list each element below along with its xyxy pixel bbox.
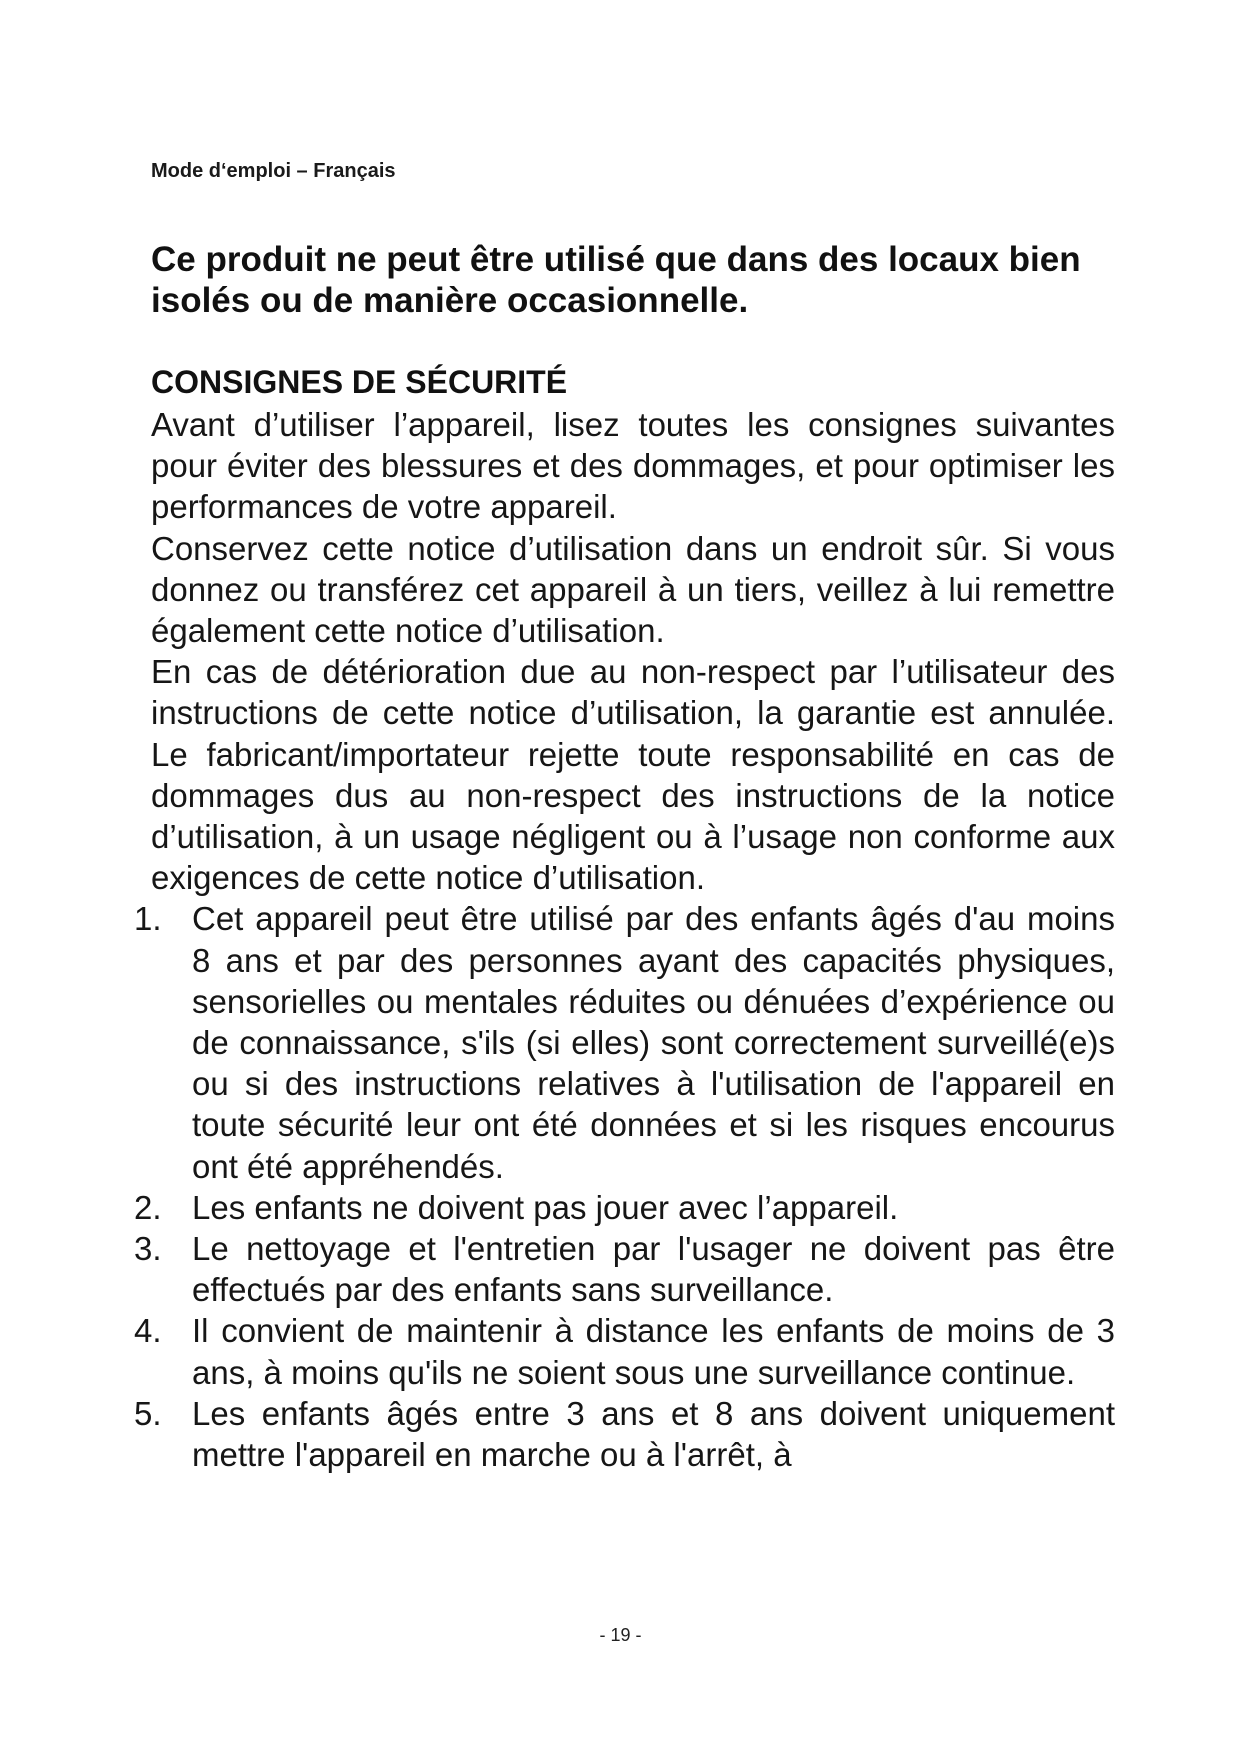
list-item-text: Les enfants âgés entre 3 ans et 8 ans doivent uniquement mettre l'appareil en marche ou à l'arrêt, à: [192, 1394, 1115, 1474]
list-item-number: 3.: [134, 1230, 162, 1268]
list-item-text: Cet appareil peut être utilisé par des enfants âgés d'au moins 8 ans et par des personnes ayant des capacités physiques, sensorielles ou mentales réduites ou dénuées d’expérience ou de connaissance, s'ils (si elles) sont correctement surveillé(e)s ou si des instructions relatives à l'utilisation de l'appareil en toute sécurité leur ont été données et si les risques encourus ont été appréhendés.: [192, 900, 1115, 1185]
list-item: [134, 898, 1115, 1186]
intro-paragraph: Avant d’utiliser l’appareil, lisez toutes les consignes suivantes pour éviter des blessures et des dommages, et pour optimiser les performances de votre appareil.: [151, 406, 1115, 526]
usage-warning: Ce produit ne peut être utilisé que dans des locaux bien isolés ou de manière occasionnelle.: [151, 240, 1081, 320]
list-item-number: 5.: [134, 1394, 162, 1432]
list-item: [134, 1187, 1115, 1228]
page-number: - 19 -: [599, 1625, 642, 1645]
list-item: [134, 1393, 1115, 1475]
section-body: [134, 404, 1115, 1475]
list-item-text: Les enfants ne doivent pas jouer avec l’appareil.: [192, 1188, 899, 1226]
list-item-number: 2.: [134, 1188, 162, 1226]
running-header: Mode d‘emploi – Français: [151, 160, 396, 182]
safety-list: [134, 898, 1115, 1475]
section-title: CONSIGNES DE SÉCURITÉ: [151, 364, 568, 400]
intro-paragraph: En cas de détérioration due au non-respect par l’utilisateur des instructions de cette notice d’utilisation, la garantie est annulée. Le fabricant/importateur rejette toute responsabilité en cas de dommages dus au non-respect des instructions de la notice d’utilisation, à un usage négligent ou à l’usage non conforme aux exigences de cette notice d’utilisation.: [151, 653, 1115, 897]
intro-paragraph: Conservez cette notice d’utilisation dans un endroit sûr. Si vous donnez ou transférez cet appareil à un tiers, veillez à lui remettre également cette notice d’utilisation.: [151, 529, 1115, 650]
list-item-number: 1.: [134, 900, 162, 938]
list-item-number: 4.: [134, 1312, 162, 1350]
list-item-text: Il convient de maintenir à distance les enfants de moins de 3 ans, à moins qu'ils ne soient sous une surveillance continue.: [192, 1312, 1115, 1391]
list-item: [134, 1228, 1115, 1310]
list-item: [134, 1310, 1115, 1392]
list-item-text: Le nettoyage et l'entretien par l'usager ne doivent pas être effectués par des enfants sans surveillance.: [192, 1230, 1115, 1309]
